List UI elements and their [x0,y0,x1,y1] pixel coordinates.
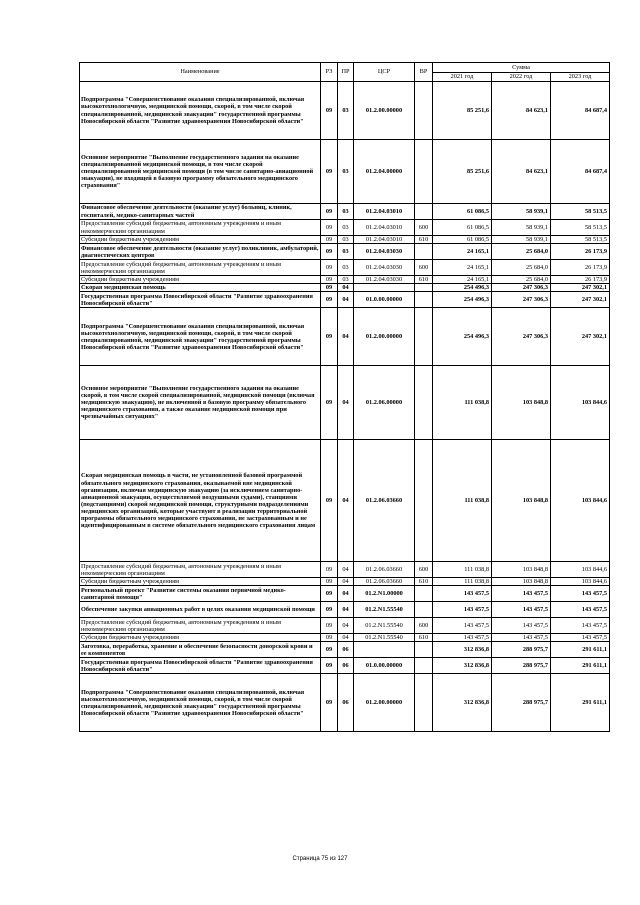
cell-pr: 03 [338,260,354,276]
col-2022-header: 2022 год [492,73,551,82]
cell-rz: 09 [321,578,338,586]
cell-2021: 254 496,3 [433,284,492,292]
cell-vr [415,602,433,618]
cell-vr [415,440,433,562]
table-row [80,204,610,220]
cell-pr: 04 [338,366,354,440]
cell-csr: 01.2.00.00000 [354,82,415,140]
cell-csr: 01.2.00.00000 [354,674,415,732]
cell-2021: 24 165,1 [433,244,492,260]
table-row [80,366,610,440]
cell-pr: 04 [338,562,354,578]
cell-vr [415,82,433,140]
cell-csr: 01.2.04.03030 [354,244,415,260]
col-sum-header: Сумма [433,63,610,73]
table-row [80,140,610,204]
table-row [80,440,610,562]
cell-name: Субсидии бюджетным учреждениям [80,236,321,244]
table-row [80,602,610,618]
cell-name: Субсидии бюджетным учреждениям [80,634,321,642]
cell-2022: 143 457,5 [492,634,551,642]
cell-name: Финансовое обеспечение деятельности (оказание услуг) больниц, клиник, госпиталей, медико-санитарных частей [80,204,321,220]
cell-csr: 01.2.00.00000 [354,308,415,366]
cell-vr: 600 [415,260,433,276]
cell-name: Основное мероприятие "Выполнение государственного задания на оказание скорой, в том числе скорой специализированной, медицинской помощи (включая медицинскую эвакуацию), не включенной в базовую программу обязательного медицинского страхования, а также оказание медицинской помощи при чрезвычайных ситуациях" [80,366,321,440]
cell-2021: 24 165,1 [433,276,492,284]
cell-2022: 58 939,1 [492,220,551,236]
cell-2021: 111 038,8 [433,366,492,440]
cell-name: Государственная программа Новосибирской области "Развитие здравоохранения Новосибирской области" [80,292,321,308]
cell-2022: 58 939,1 [492,236,551,244]
cell-2023: 143 457,5 [551,618,610,634]
cell-2023: 247 302,1 [551,292,610,308]
cell-2023: 58 513,5 [551,204,610,220]
cell-csr: 01.2.04.03030 [354,260,415,276]
cell-2021: 254 496,3 [433,292,492,308]
cell-2021: 143 457,5 [433,634,492,642]
cell-csr [354,284,415,292]
cell-2023: 58 513,5 [551,236,610,244]
cell-2021: 61 086,5 [433,236,492,244]
cell-rz: 09 [321,284,338,292]
cell-vr: 600 [415,562,433,578]
cell-2022: 247 306,3 [492,292,551,308]
cell-csr: 01.2.06.03660 [354,562,415,578]
cell-csr: 01.2.04.00000 [354,140,415,204]
cell-vr [415,642,433,658]
table-body [80,82,610,732]
cell-csr: 01.2.04.03010 [354,236,415,244]
cell-2022: 84 623,1 [492,82,551,140]
cell-csr: 01.2.04.03010 [354,204,415,220]
col-rz-header: РЗ [321,63,338,82]
cell-vr [415,204,433,220]
cell-rz: 09 [321,82,338,140]
cell-2022: 143 457,5 [492,586,551,602]
col-vr-header: ВР [415,63,433,82]
cell-2022: 288 975,7 [492,642,551,658]
cell-pr: 06 [338,642,354,658]
col-2023-header: 2023 год [551,73,610,82]
cell-pr: 04 [338,618,354,634]
cell-pr: 04 [338,292,354,308]
cell-vr: 600 [415,220,433,236]
cell-name: Предоставление субсидий бюджетным, автономным учреждениям и иным некоммерческим организациям [80,220,321,236]
cell-name: Обеспечение закупки авиационных работ в целях оказания медицинской помощи [80,602,321,618]
cell-csr: 01.2.N1.55540 [354,618,415,634]
cell-2021: 312 836,8 [433,642,492,658]
table-row [80,308,610,366]
cell-2022: 103 848,8 [492,578,551,586]
cell-2022: 143 457,5 [492,618,551,634]
cell-pr: 03 [338,220,354,236]
cell-csr: 01.2.04.03010 [354,220,415,236]
cell-pr: 04 [338,440,354,562]
cell-csr: 01.0.00.00000 [354,292,415,308]
table-row [80,642,610,658]
cell-rz: 09 [321,204,338,220]
cell-2022: 103 848,8 [492,562,551,578]
cell-name: Основное мероприятие "Выполнение государственного задания на оказание специализированной медицинской помощи, в том числе скорой специализированной медицинской помощи (в том числе санитарно-авиационной эвакуации), не входящей в базовую программу обязательного медицинского страхования" [80,140,321,204]
cell-rz: 09 [321,308,338,366]
table-row [80,284,610,292]
cell-rz: 09 [321,260,338,276]
cell-vr [415,292,433,308]
cell-2021: 312 836,8 [433,658,492,674]
cell-2021: 61 086,5 [433,204,492,220]
cell-vr [415,244,433,260]
cell-2022: 25 684,0 [492,276,551,284]
cell-pr: 04 [338,308,354,366]
cell-name: Подпрограмма "Совершенствование оказания специализированной, включая высокотехнологичную, медицинской помощи, скорой, в том числе скорой специализированной, медицинской эвакуации" государственной программы Новосибирской области "Развитие здравоохранения Новосибирской области" [80,674,321,732]
cell-2023: 247 302,1 [551,284,610,292]
table-row [80,244,610,260]
cell-name: Субсидии бюджетным учреждениям [80,578,321,586]
col-2021-header: 2021 год [433,73,492,82]
cell-name: Финансовое обеспечение деятельности (оказание услуг) поликлиник, амбулаторий, диагностических центров [80,244,321,260]
cell-2022: 25 684,0 [492,244,551,260]
cell-2021: 143 457,5 [433,618,492,634]
cell-pr: 04 [338,578,354,586]
cell-rz: 09 [321,586,338,602]
col-pr-header: ПР [338,63,354,82]
cell-csr: 01.2.N1.55540 [354,602,415,618]
cell-2023: 84 687,4 [551,82,610,140]
cell-vr [415,140,433,204]
table-row [80,674,610,732]
cell-rz: 09 [321,634,338,642]
table-row [80,220,610,236]
page-number: Страница 75 из 127 [292,856,348,862]
cell-vr: 600 [415,618,433,634]
table-row [80,658,610,674]
cell-vr [415,308,433,366]
cell-2022: 247 306,3 [492,308,551,366]
cell-2022: 103 848,8 [492,440,551,562]
cell-rz: 09 [321,220,338,236]
cell-2022: 247 306,3 [492,284,551,292]
cell-vr [415,366,433,440]
cell-2022: 58 939,1 [492,204,551,220]
cell-csr: 01.2.N1.00000 [354,586,415,602]
cell-2022: 103 848,8 [492,366,551,440]
cell-name: Подпрограмма "Совершенствование оказания специализированной, включая высокотехнологичную, медицинской помощи, скорой, в том числе скорой специализированной, медицинской эвакуации" государственной программы Новосибирской области "Развитие здравоохранения Новосибирской области" [80,308,321,366]
cell-2023: 291 611,1 [551,642,610,658]
cell-vr: 610 [415,634,433,642]
cell-2023: 26 173,9 [551,260,610,276]
cell-vr: 610 [415,236,433,244]
cell-name: Субсидии бюджетным учреждениям [80,276,321,284]
cell-rz: 09 [321,642,338,658]
cell-2023: 103 844,6 [551,562,610,578]
cell-2023: 103 844,6 [551,440,610,562]
cell-2021: 61 086,5 [433,220,492,236]
cell-2021: 143 457,5 [433,586,492,602]
cell-2023: 291 611,1 [551,658,610,674]
cell-pr: 03 [338,204,354,220]
cell-pr: 06 [338,674,354,732]
cell-2021: 111 038,8 [433,562,492,578]
cell-vr [415,658,433,674]
budget-table [79,62,610,732]
cell-rz: 09 [321,236,338,244]
cell-2021: 312 836,8 [433,674,492,732]
cell-2023: 143 457,5 [551,586,610,602]
cell-2023: 84 687,4 [551,140,610,204]
cell-rz: 09 [321,674,338,732]
cell-pr: 04 [338,602,354,618]
cell-csr: 01.2.06.00000 [354,366,415,440]
cell-rz: 09 [321,244,338,260]
cell-vr [415,284,433,292]
cell-rz: 09 [321,276,338,284]
cell-name: Заготовка, переработка, хранение и обеспечение безопасности донорской крови и ее компонентов [80,642,321,658]
cell-2023: 26 173,9 [551,244,610,260]
col-name-header: Наименование [80,63,321,82]
table-row [80,260,610,276]
cell-2022: 143 457,5 [492,602,551,618]
cell-pr: 04 [338,284,354,292]
cell-2021: 111 038,8 [433,578,492,586]
cell-pr: 03 [338,82,354,140]
cell-rz: 09 [321,562,338,578]
cell-rz: 09 [321,440,338,562]
cell-2021: 111 038,8 [433,440,492,562]
cell-2023: 58 513,5 [551,220,610,236]
cell-name: Скорая медицинская помощь в части, не установленной базовой программой обязательного медицинского страхования, оказываемой вне медицинской организации, включая медицинскую эвакуацию (за исключением санитарно-авиационной эвакуации, осуществляемой воздушными судами), станциями (подстанциями) скорой медицинской помощи, структурными подразделениями медицинских организаций, которые участвуют в реализации территориальной программы обязательного медицинского страхования, не застрахованным и не идентифицированным в системе обязательного медицинского страхования лицам [80,440,321,562]
cell-rz: 09 [321,140,338,204]
cell-pr: 04 [338,586,354,602]
cell-csr: 01.0.00.00000 [354,658,415,674]
cell-name: Региональный проект "Развитие системы оказания первичной медико-санитарной помощи" [80,586,321,602]
cell-csr: 01.2.06.03660 [354,578,415,586]
table-row [80,578,610,586]
cell-name: Государственная программа Новосибирской области "Развитие здравоохранения Новосибирской области" [80,658,321,674]
cell-pr: 03 [338,276,354,284]
cell-2023: 103 844,6 [551,578,610,586]
cell-2023: 291 611,1 [551,674,610,732]
document-page [79,62,609,732]
cell-2021: 24 165,1 [433,260,492,276]
cell-pr: 03 [338,140,354,204]
cell-2022: 84 623,1 [492,140,551,204]
cell-pr: 04 [338,634,354,642]
cell-name: Предоставление субсидий бюджетным, автономным учреждениям и иным некоммерческим организациям [80,562,321,578]
cell-2021: 254 496,3 [433,308,492,366]
cell-rz: 09 [321,618,338,634]
cell-csr: 01.2.06.03660 [354,440,415,562]
cell-2023: 143 457,5 [551,602,610,618]
header-row [80,63,610,73]
cell-pr: 06 [338,658,354,674]
cell-name: Предоставление субсидий бюджетным, автономным учреждениям и иным некоммерческим организациям [80,260,321,276]
cell-csr: 01.2.04.03030 [354,276,415,284]
cell-2021: 85 251,6 [433,140,492,204]
cell-vr [415,586,433,602]
cell-2021: 143 457,5 [433,602,492,618]
cell-rz: 09 [321,658,338,674]
cell-rz: 09 [321,366,338,440]
cell-csr [354,642,415,658]
cell-2023: 26 173,9 [551,276,610,284]
cell-pr: 03 [338,244,354,260]
cell-name: Скорая медицинская помощь [80,284,321,292]
cell-name: Предоставление субсидий бюджетным, автономным учреждениям и иным некоммерческим организациям [80,618,321,634]
cell-rz: 09 [321,602,338,618]
table-row [80,236,610,244]
cell-2023: 247 302,1 [551,308,610,366]
cell-rz: 09 [321,292,338,308]
cell-vr: 610 [415,578,433,586]
table-row [80,634,610,642]
table-row [80,586,610,602]
cell-2023: 143 457,5 [551,634,610,642]
cell-pr: 03 [338,236,354,244]
cell-csr: 01.2.N1.55540 [354,634,415,642]
cell-2021: 85 251,6 [433,82,492,140]
cell-2022: 25 684,0 [492,260,551,276]
col-csr-header: ЦСР [354,63,415,82]
cell-2023: 103 844,6 [551,366,610,440]
cell-vr [415,674,433,732]
cell-vr: 610 [415,276,433,284]
cell-2022: 288 975,7 [492,674,551,732]
table-row [80,562,610,578]
cell-2022: 288 975,7 [492,658,551,674]
cell-name: Подпрограмма "Совершенствование оказания специализированной, включая высокотехнологичную, медицинской помощи, скорой, в том числе скорой специализированной, медицинской эвакуации" государственной программы Новосибирской области "Развитие здравоохранения Новосибирской области" [80,82,321,140]
table-row [80,276,610,284]
table-row [80,82,610,140]
table-row [80,292,610,308]
table-row [80,618,610,634]
